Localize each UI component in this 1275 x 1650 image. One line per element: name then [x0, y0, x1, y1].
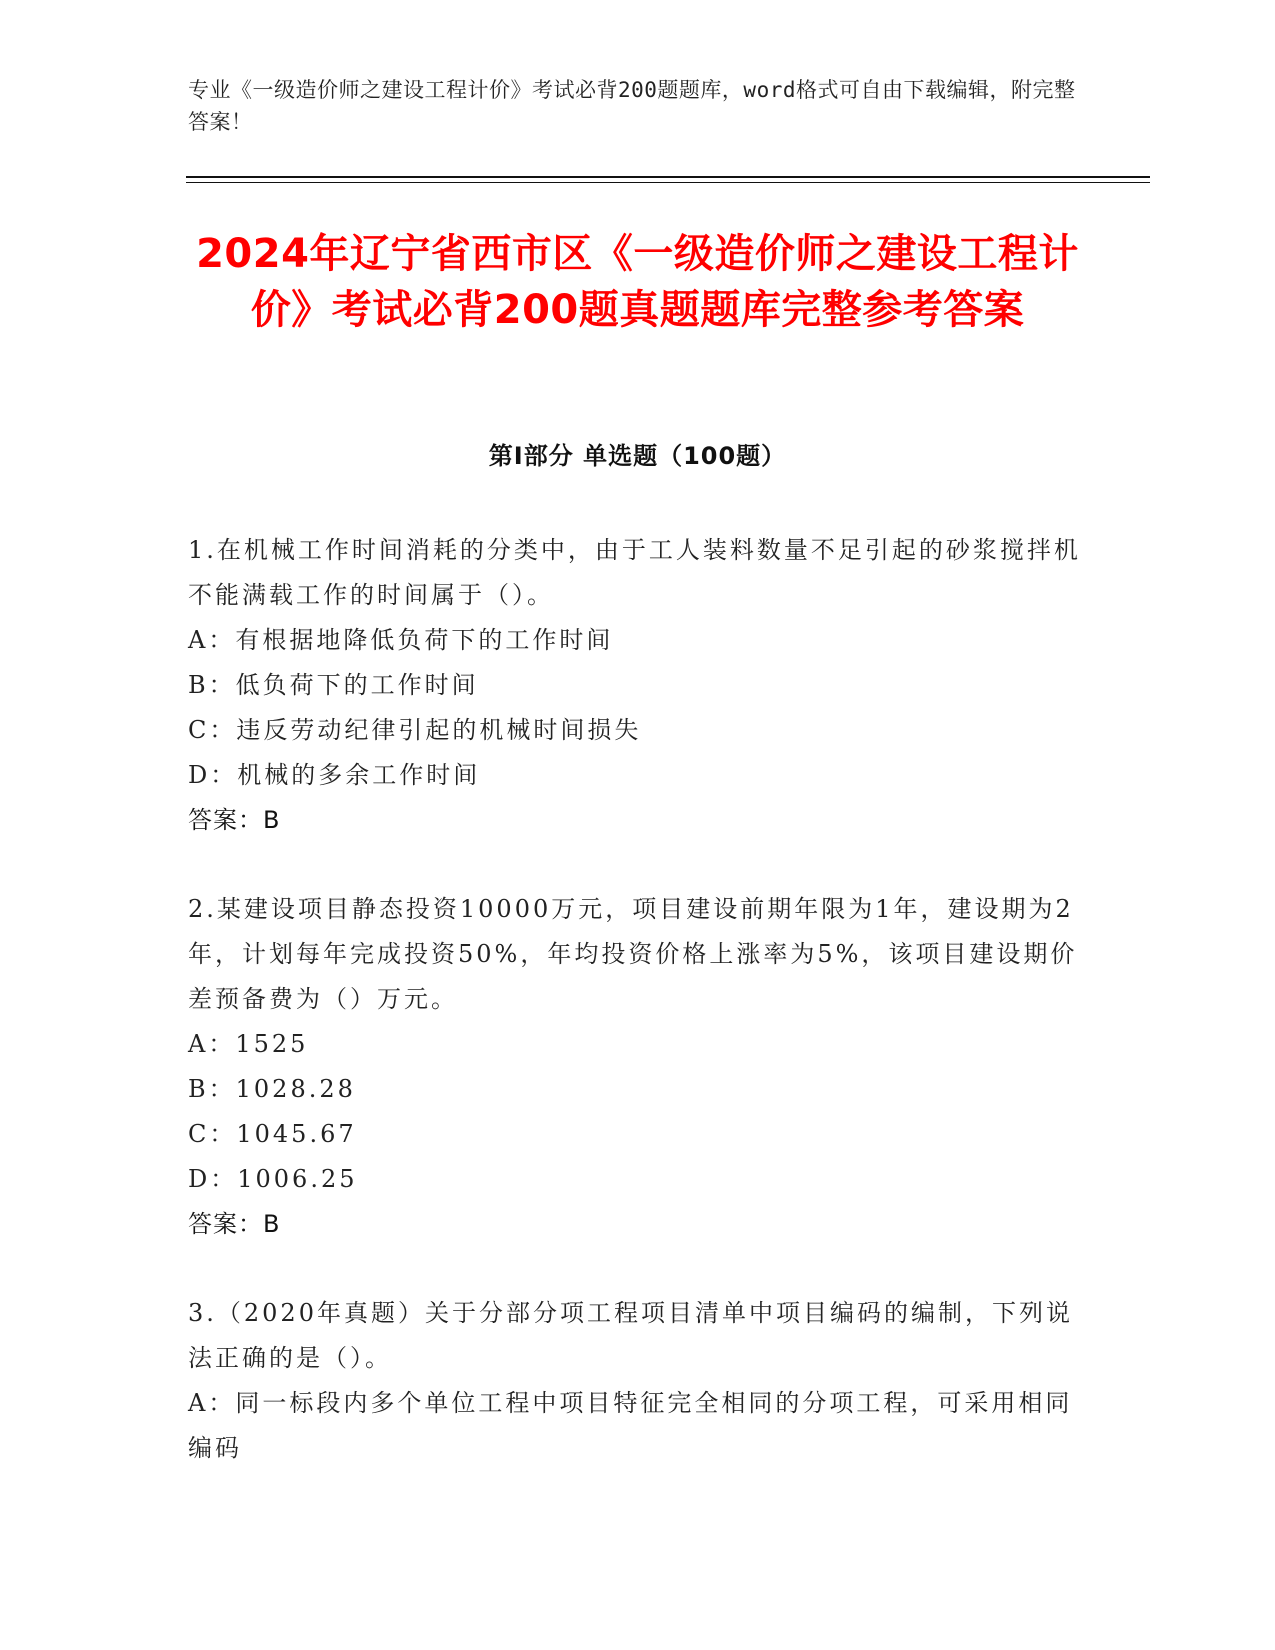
- document-title: 2024年辽宁省西市区《一级造价师之建设工程计价》考试必背200题真题题库完整参考答案: [196, 231, 1079, 333]
- option-a: A：同一标段内多个单位工程中项目特征完全相同的分项工程，可采用相同编码: [188, 1389, 1073, 1462]
- question-3: [188, 1291, 1088, 1471]
- question-stem: 1.在机械工作时间消耗的分类中，由于工人装料数量不足引起的砂浆搅拌机不能满载工作的时间属于（）。: [188, 536, 1081, 609]
- answer-line: 答案：B: [188, 806, 281, 834]
- option-d: D：1006.25: [188, 1165, 358, 1193]
- question-1: [188, 528, 1088, 843]
- question-2: [188, 887, 1088, 1247]
- option-c: C：1045.67: [188, 1120, 357, 1148]
- option-a: A：1525: [188, 1030, 309, 1058]
- question-list: [188, 528, 1088, 1515]
- header-divider-thick: [186, 176, 1150, 178]
- option-c: C：违反劳动纪律引起的机械时间损失: [188, 716, 642, 744]
- header-divider-thin: [186, 182, 1150, 183]
- question-stem: 3.（2020年真题）关于分部分项工程项目清单中项目编码的编制，下列说法正确的是（）。: [188, 1299, 1073, 1372]
- question-stem: 2.某建设项目静态投资10000万元，项目建设前期年限为1年，建设期为2年，计划每年完成投资50%，年均投资价格上涨率为5%，该项目建设期价差预备费为（）万元。: [188, 895, 1078, 1013]
- section-title: 第Ⅰ部分 单选题（100题）: [488, 442, 787, 470]
- option-a: A：有根据地降低负荷下的工作时间: [188, 626, 614, 654]
- option-b: B：1028.28: [188, 1075, 356, 1103]
- header-note: 专业《一级造价师之建设工程计价》考试必背200题题库，word格式可自由下载编辑，附完整答案！: [188, 78, 1076, 134]
- option-b: B：低负荷下的工作时间: [188, 671, 479, 699]
- answer-line: 答案：B: [188, 1210, 281, 1238]
- option-d: D：机械的多余工作时间: [188, 761, 481, 789]
